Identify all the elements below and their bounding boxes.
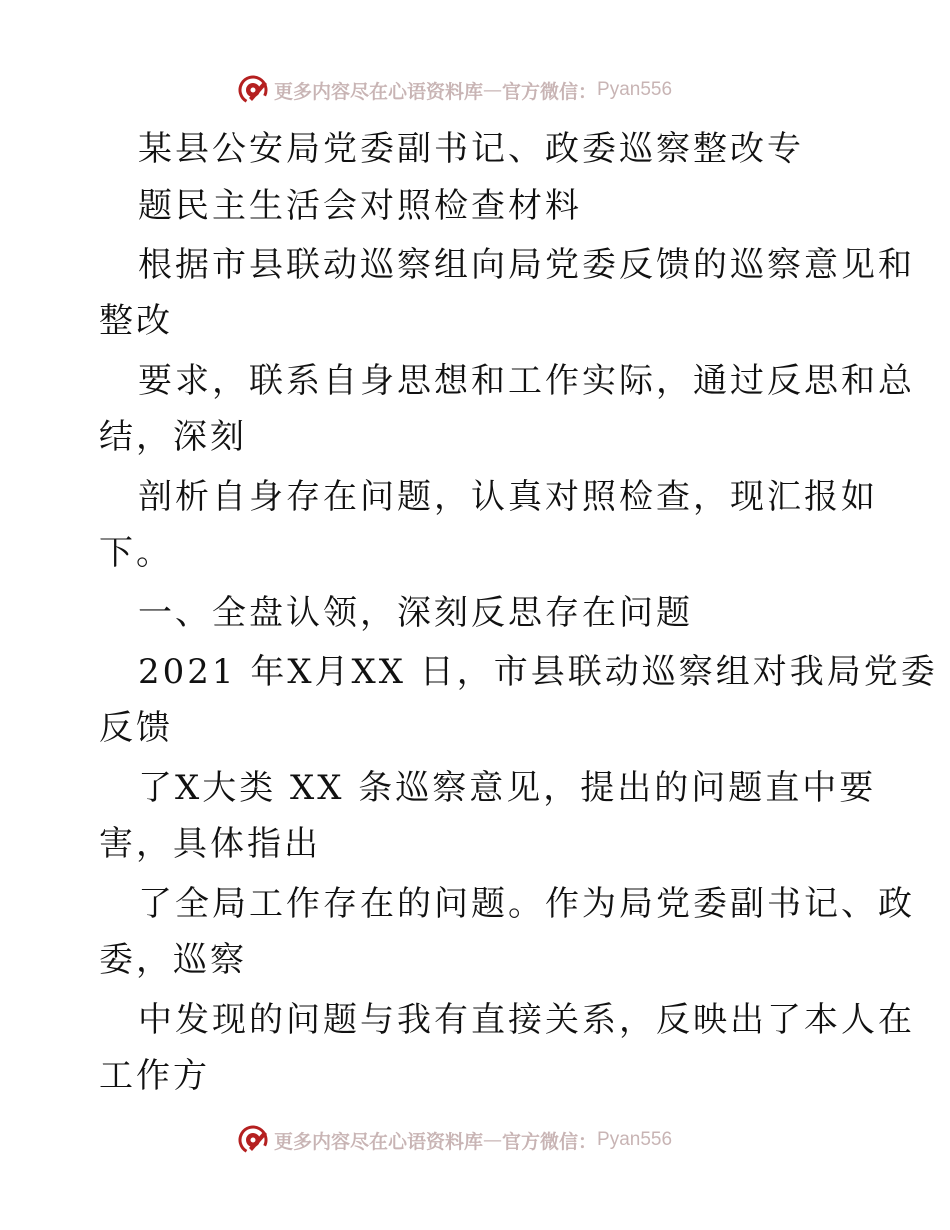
- watermark-dash: —: [483, 1129, 503, 1151]
- watermark-id: Pyan556: [597, 1129, 673, 1150]
- watermark-header: [236, 73, 672, 107]
- watermark-label: 官方微信：: [502, 80, 598, 103]
- paragraph-line: 了X大类 XX 条巡察意见，提出的问题直中要: [138, 768, 877, 808]
- pen-logo-icon: [236, 73, 270, 107]
- paragraph-line: 下。: [99, 533, 173, 573]
- title-line-1: 某县公安局党委副书记、政委巡察整改专: [138, 129, 804, 169]
- watermark-id: Pyan556: [597, 79, 673, 100]
- watermark-text: 更多内容尽在心语资料库: [274, 80, 484, 103]
- paragraph-line: 委，巡察: [99, 940, 247, 980]
- paragraph-line: 了全局工作存在的问题。作为局党委副书记、政: [138, 884, 915, 924]
- watermark-label: 官方微信：: [502, 1130, 598, 1153]
- paragraph-line: 2021 年X月XX 日，市县联动巡察组对我局党委: [138, 652, 938, 692]
- pen-logo-icon: [236, 1123, 270, 1157]
- section-heading: 一、全盘认领，深刻反思存在问题: [138, 593, 693, 633]
- watermark-footer: [236, 1123, 672, 1157]
- paragraph-line: 根据市县联动巡察组向局党委反馈的巡察意见和: [138, 245, 915, 285]
- paragraph-line: 结，深刻: [99, 417, 247, 457]
- title-line-2: 题民主生活会对照检查材料: [138, 186, 582, 226]
- paragraph-line: 剖析自身存在问题，认真对照检查，现汇报如: [138, 477, 878, 517]
- paragraph-line: 整改: [99, 301, 173, 341]
- watermark-dash: —: [483, 79, 503, 101]
- paragraph-line: 要求，联系自身思想和工作实际，通过反思和总: [138, 361, 915, 401]
- paragraph-line: 工作方: [99, 1056, 210, 1096]
- paragraph-line: 中发现的问题与我有直接关系，反映出了本人在: [138, 1000, 915, 1040]
- paragraph-line: 害，具体指出: [99, 824, 321, 864]
- watermark-text: 更多内容尽在心语资料库: [274, 1130, 484, 1153]
- paragraph-line: 反馈: [99, 708, 173, 748]
